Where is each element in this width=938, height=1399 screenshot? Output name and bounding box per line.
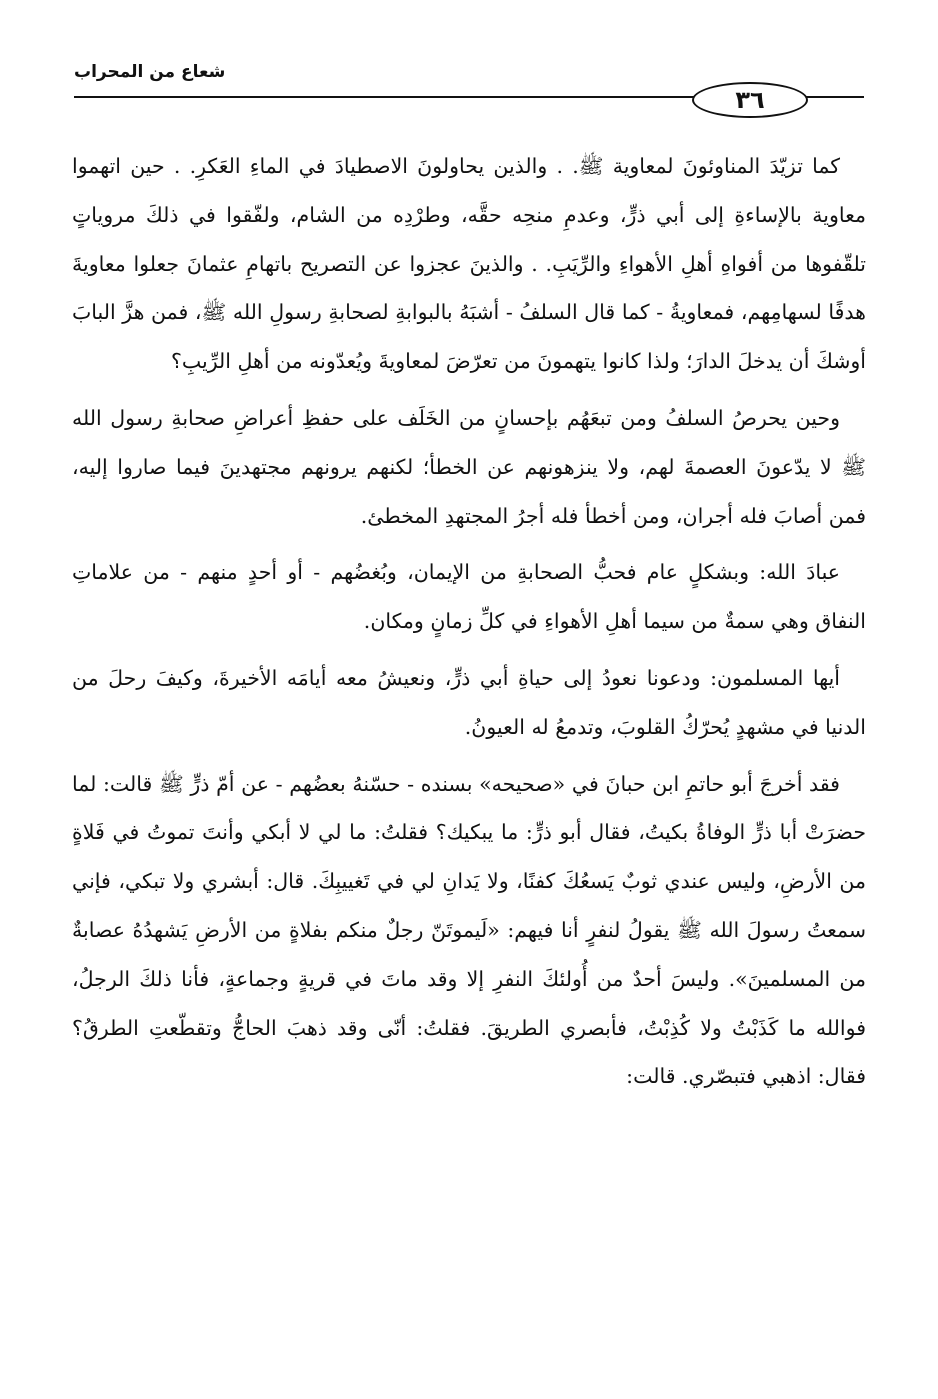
page-header xyxy=(74,62,864,114)
paragraph: فقد أخرجَ أبو حاتمِ ابن حبانَ في «صحيحه» بسنده - حسّنهُ بعضُهم - عن أمّ ذرٍّ ﷺ قالت: لما حضرَتْ أبا ذرٍّ الوفاةُ بكيتُ، فقال أبو ذرٍّ: ما يبكيك؟ فقلتُ: ما لي لا أبكي وأنتَ تموتُ في فَلاةٍ من الأرضِ، وليس عندي ثوبٌ يَسعُكَ كفنًا، ولا يَدانِ لي في تَغييبِكَ. قال: أبشري ولا تبكي، فإني سمعتُ رسولَ الله ﷺ يقولُ لنفرٍ أنا فيهم: «لَيموتَنّ رجلٌ منكم بفلاةٍ من الأرضِ يَشهدُهُ عصابةٌ من المسلمينَ». وليسَ أحدٌ من أُولئكَ النفرِ إلا وقد ماتَ في قريةٍ وجماعةٍ، فأنا ذلكَ الرجلُ، فوالله ما كَذَبْتُ ولا كُذِبْتُ، فأبصري الطريقَ. فقلتُ: أنّى وقد ذهبَ الحاجُّ وتقطّعتِ الطرقُ؟ فقال: اذهبي فتبصّري. قالت: xyxy=(72,771,866,1089)
paragraph: كما تزيّدَ المناوئونَ لمعاوية ﷺ. . والذين يحاولونَ الاصطيادَ في الماءِ العَكرِ. . حين اتهموا معاوية بالإساءةِ إلى أبي ذرٍّ، وعدمِ منحِه حقَّه، وطرْدِه من الشام، ولفّقوا في ذلكَ مروياتٍ تلقّفوها من أفواهِ أهلِ الأهواءِ والرِّيَبِ. . والذينَ عجزوا عن التصريح باتهامِ عثمانَ جعلوا معاويةَ هدفًا لسهامِهم، فمعاويةُ - كما قال السلفُ - أشبَهُ بالبوابةِ لصحابةِ رسولِ الله ﷺ، فمن هزَّ البابَ أوشكَ أن يدخلَ الدارَ؛ ولذا كانوا يتهمونَ من تعرّضَ لمعاويةَ ويُعدّونه من أهلِ الرِّيبِ؟ xyxy=(72,154,866,374)
paragraph: وحين يحرصُ السلفُ ومن تبعَهُم بإحسانٍ من الخَلَف على حفظِ أعراضِ صحابةِ رسول الله ﷺ لا يدّعونَ العصمةَ لهم، ولا ينزهونهم عن الخطأ؛ لكنهم يرونهم مجتهدينَ فيما صاروا إليه، فمن أصابَ فله أجران، ومن أخطأ فله أجرُ المجتهدِ المخطئ. xyxy=(72,405,866,528)
page-body xyxy=(72,142,866,1109)
book-title: شعاع من المحراب xyxy=(74,62,226,82)
paragraph: أيها المسلمون: ودعونا نعودُ إلى حياةِ أبي ذرٍّ، ونعيشُ معه أيامَه الأخيرةَ، وكيفَ رحلَ من الدنيا في مشهدٍ يُحرّكُ القلوبَ، وتدمعُ له العيونُ. xyxy=(72,665,866,739)
page-number: ٣٦ xyxy=(692,82,808,118)
paragraph: عبادَ الله: وبشكلٍ عام فحبُّ الصحابةِ من الإيمان، وبُغضُهم - أو أحدٍ منهم - من علاماتِ النفاق وهي سمةٌ من سيما أهلِ الأهواءِ في كلِّ زمانٍ ومكان. xyxy=(72,560,866,634)
